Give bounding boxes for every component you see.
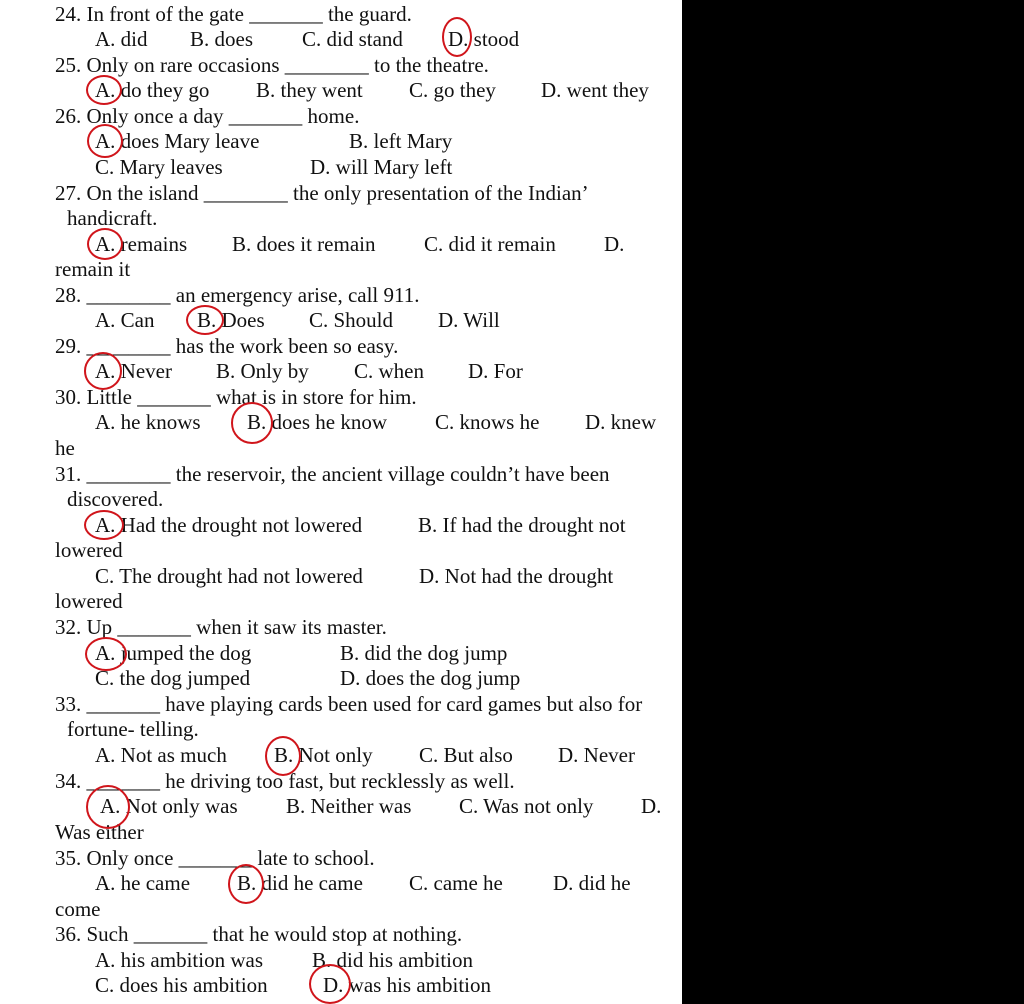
q29-option-d: D. For xyxy=(468,359,523,383)
q24-option-d: D. stood xyxy=(448,27,520,51)
question-36-stem: 36. Such _______ that he would stop at nothing. xyxy=(55,922,463,946)
q34-option-c: C. Was not only xyxy=(459,794,594,818)
question-33-stem: 33. _______ have playing cards been used for card games but also for xyxy=(55,692,643,716)
q26-option-b: B. left Mary xyxy=(349,129,453,153)
q30-option-d-continued: he xyxy=(55,436,75,460)
q36-option-a: A. his ambition was xyxy=(95,948,263,972)
q33-option-c: C. But also xyxy=(419,743,513,767)
q26-answer-circle xyxy=(87,124,123,158)
q36-option-d: D. was his ambition xyxy=(323,973,491,997)
q30-answer-circle xyxy=(231,402,273,444)
q27-option-a: A. remains xyxy=(95,232,188,256)
q26-option-a: A. does Mary leave xyxy=(95,129,260,153)
q25-option-a: A. do they go xyxy=(95,78,210,102)
q27-option-d: D. xyxy=(604,232,625,256)
question-35-stem: 35. Only once _______ late to school. xyxy=(55,846,375,870)
question-27-stem-continued: handicraft. xyxy=(67,206,158,230)
question-33-stem-continued: fortune- telling. xyxy=(67,717,199,741)
q34-option-d: D. xyxy=(641,794,662,818)
q29-option-a: A. Never xyxy=(95,359,172,383)
q35-answer-circle xyxy=(228,864,264,904)
q25-option-b: B. they went xyxy=(256,78,363,102)
q36-option-b: B. did his ambition xyxy=(312,948,474,972)
q33-option-d: D. Never xyxy=(558,743,635,767)
q35-option-d: D. did he xyxy=(553,871,631,895)
q33-option-a: A. Not as much xyxy=(95,743,227,767)
q36-answer-circle xyxy=(309,964,351,1004)
q28-option-d: D. Will xyxy=(438,308,500,332)
question-25-stem: 25. Only on rare occasions ________ to the theatre. xyxy=(55,53,489,77)
q27-option-b: B. does it remain xyxy=(232,232,376,256)
question-28-stem: 28. ________ an emergency arise, call 911. xyxy=(55,283,420,307)
q32-option-b: B. did the dog jump xyxy=(340,641,508,665)
q35-option-b: B. did he came xyxy=(237,871,363,895)
q34-answer-circle xyxy=(86,785,130,829)
q28-option-b: B. Does xyxy=(197,308,265,332)
question-26-stem: 26. Only once a day _______ home. xyxy=(55,104,360,128)
question-31-stem-continued: discovered. xyxy=(67,487,164,511)
q32-answer-circle xyxy=(85,637,127,671)
q31-option-c: C. The drought had not lowered xyxy=(95,564,363,588)
q36-option-c: C. does his ambition xyxy=(95,973,268,997)
q30-option-c: C. knows he xyxy=(435,410,540,434)
q31-option-d: D. Not had the drought xyxy=(419,564,614,588)
question-27-stem: 27. On the island ________ the only presentation of the Indian’ xyxy=(55,181,589,205)
q24-option-a: A. did xyxy=(95,27,148,51)
q30-option-d: D. knew xyxy=(585,410,657,434)
q35-option-c: C. came he xyxy=(409,871,503,895)
q26-option-d: D. will Mary left xyxy=(310,155,453,179)
q26-option-c: C. Mary leaves xyxy=(95,155,223,179)
question-30-stem: 30. Little _______ what is in store for him. xyxy=(55,385,417,409)
q35-option-a: A. he came xyxy=(95,871,191,895)
q24-option-c: C. did stand xyxy=(302,27,403,51)
q31-option-d-continued: lowered xyxy=(55,589,123,613)
q29-option-c: C. when xyxy=(354,359,424,383)
q24-answer-circle xyxy=(442,17,472,57)
question-24-stem: 24. In front of the gate _______ the guard. xyxy=(55,2,412,26)
q27-option-d-continued: remain it xyxy=(55,257,131,281)
question-34-stem: 34. _______ he driving too fast, but recklessly as well. xyxy=(55,769,515,793)
q35-option-d-continued: come xyxy=(55,897,101,921)
q32-option-d: D. does the dog jump xyxy=(340,666,521,690)
q34-option-a: A. Not only was xyxy=(100,794,238,818)
q27-option-c: C. did it remain xyxy=(424,232,556,256)
q28-option-c: C. Should xyxy=(309,308,394,332)
question-32-stem: 32. Up _______ when it saw its master. xyxy=(55,615,387,639)
q30-option-a: A. he knows xyxy=(95,410,201,434)
q28-answer-circle xyxy=(186,305,224,335)
q32-option-a: A. jumped the dog xyxy=(95,641,252,665)
q34-option-d-continued: Was either xyxy=(55,820,144,844)
q31-option-a: A. Had the drought not lowered xyxy=(95,513,363,537)
q30-option-b: B. does he know xyxy=(247,410,387,434)
q31-answer-circle xyxy=(84,510,124,540)
q33-option-b: B. Not only xyxy=(274,743,373,767)
q28-option-a: A. Can xyxy=(95,308,155,332)
q24-option-b: B. does xyxy=(190,27,253,51)
q25-answer-circle xyxy=(86,75,122,105)
q31-option-b-continued: lowered xyxy=(55,538,123,562)
q31-option-b: B. If had the drought not xyxy=(418,513,626,537)
right-black-margin xyxy=(682,0,1024,1004)
question-31-stem: 31. ________ the reservoir, the ancient village couldn’t have been xyxy=(55,462,610,486)
q27-answer-circle xyxy=(87,228,123,260)
question-29-stem: 29. ________ has the work been so easy. xyxy=(55,334,399,358)
q25-option-d: D. went they xyxy=(541,78,649,102)
q32-option-c: C. the dog jumped xyxy=(95,666,251,690)
q25-option-c: C. go they xyxy=(409,78,496,102)
q34-option-b: B. Neither was xyxy=(286,794,412,818)
q29-option-b: B. Only by xyxy=(216,359,309,383)
